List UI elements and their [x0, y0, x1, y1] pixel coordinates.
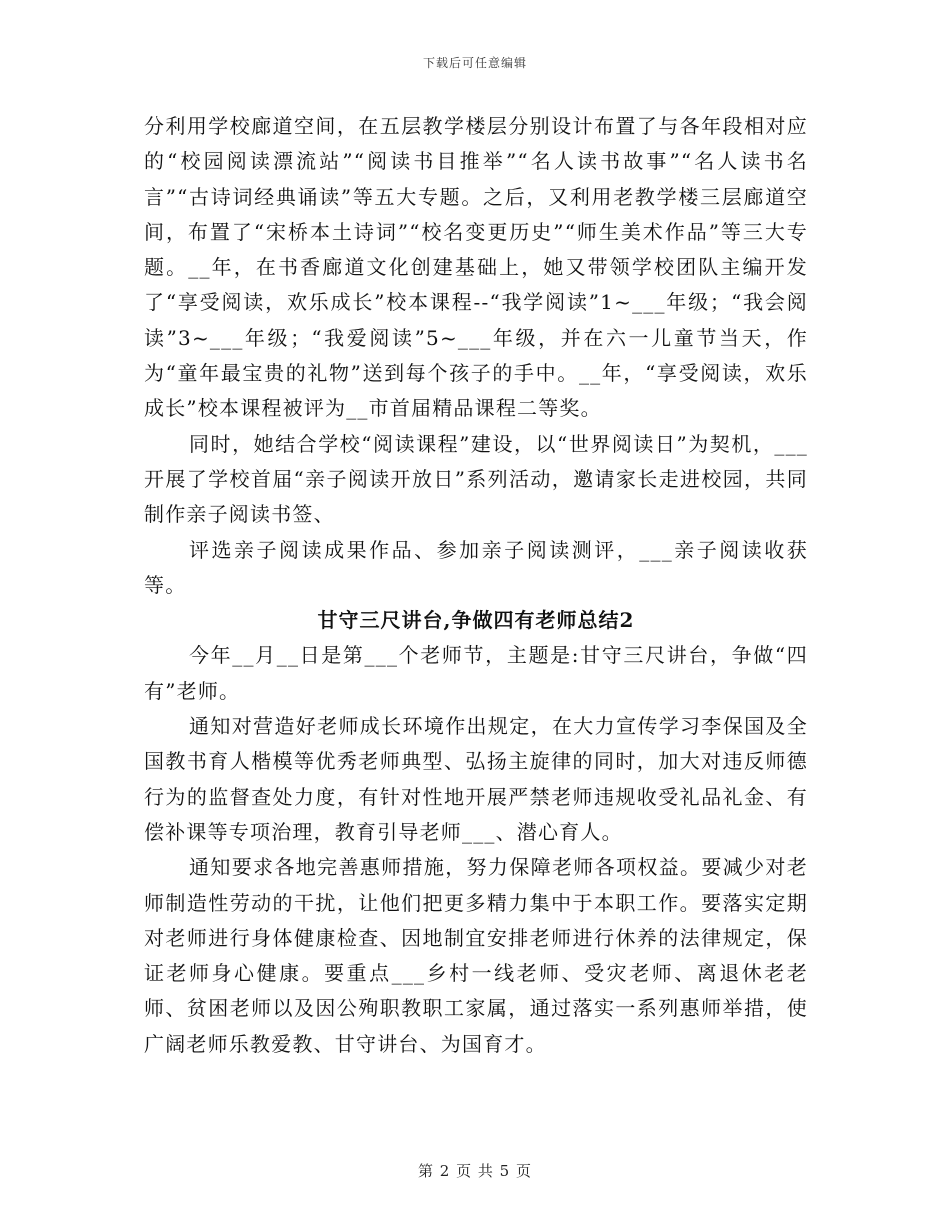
page-number-footer: 第 2 页 共 5 页: [418, 1162, 532, 1180]
document-body: [144, 109, 808, 1062]
section-title: 甘守三尺讲台,争做四有老师总结2: [317, 608, 635, 633]
paragraph: 同时，她结合学校“阅读课程”建设，以“世界阅读日”为契机，___开展了学校首届“亲子阅读开放日”系列活动，邀请家长走进校园，共同制作亲子阅读书签、: [144, 431, 808, 527]
paragraph-continued: 分利用学校廊道空间，在五层教学楼层分别设计布置了与各年段相对应的“校园阅读漂流站”“阅读书目推举”“名人读书故事”“名人读书名言”“古诗词经典诵读”等五大专题。之后，又利用老教学楼三层廊道空间，布置了“宋桥本土诗词”“校名变更历史”“师生美术作品”等三大专题。__年，在书香廊道文化创建基础上，她又带领学校团队主编开发了“享受阅读，欢乐成长”校本课程--“我学阅读”1~___年级；“我会阅读”3~___年级；“我爱阅读”5~___年级，并在六一儿童节当天，作为“童年最宝贵的礼物”送到每个孩子的手中。__年，“享受阅读，欢乐成长”校本课程被评为__市首届精品课程二等奖。: [144, 114, 808, 421]
paragraph: 评选亲子阅读成果作品、参加亲子阅读测评，___亲子阅读收获等。: [144, 537, 808, 597]
page-header-note: 下载后可任意编辑: [422, 56, 527, 70]
paragraph: 通知要求各地完善惠师措施，努力保障老师各项权益。要减少对老师制造性劳动的干扰，让他们把更多精力集中于本职工作。要落实定期对老师进行身体健康检查、因地制宜安排老师进行休养的法律规定，保证老师身心健康。要重点___乡村一线老师、受灾老师、离退休老老师、贫困老师以及因公殉职教职工家属，通过落实一系列惠师举措，使广阔老师乐教爱教、甘守讲台、为国育才。: [144, 855, 808, 1056]
paragraph: 今年__月__日是第___个老师节，主题是:甘守三尺讲台，争做“四有”老师。: [144, 643, 808, 703]
paragraph: 通知对营造好老师成长环境作出规定，在大力宣传学习李保国及全国教书育人楷模等优秀老师典型、弘扬主旋律的同时，加大对违反师德行为的监督查处力度，有针对性地开展严禁老师违规收受礼品礼金、有偿补课等专项治理，教育引导老师___、潜心育人。: [144, 714, 808, 844]
